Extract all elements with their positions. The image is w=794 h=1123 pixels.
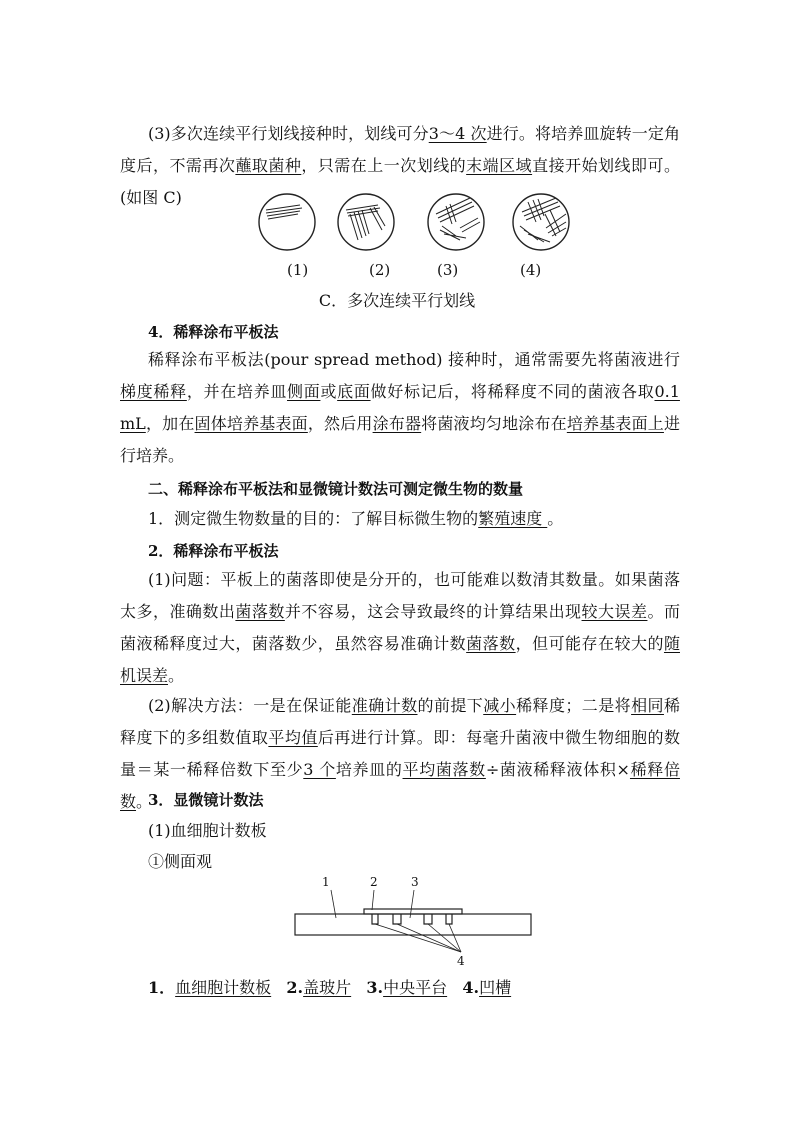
- groove-2: [393, 914, 401, 924]
- answer-blank: 末端区域: [466, 156, 533, 175]
- subheading-hemocytometer: (1)血细胞计数板: [148, 821, 267, 840]
- section-heading-spread-plate: 4．稀释涂布平板法: [148, 323, 279, 341]
- answer-blank: 固体培养基表面: [194, 414, 308, 433]
- diagram-label-3: 3: [411, 875, 419, 889]
- text: 的前提下: [417, 696, 484, 715]
- text: 做好标记后，将稀释度不同的菌液各取: [370, 382, 655, 401]
- legend-number: 4.: [462, 978, 480, 997]
- text: 并不容易，这会导致最终的计算结果出现: [284, 602, 582, 621]
- figure-caption: C．多次连续平行划线: [318, 291, 476, 310]
- answer-blank: 血细胞计数板: [175, 978, 272, 997]
- text: ÷菌液稀释液体积×: [485, 760, 630, 779]
- legend-number: 3.: [366, 978, 384, 997]
- legend-number: 2.: [286, 978, 304, 997]
- text: 。: [547, 509, 564, 528]
- subheading-side-view: ①侧面观: [148, 852, 213, 871]
- text: 将菌液均匀地涂布在: [421, 414, 567, 433]
- text: 直接开始划线即可。(如图 C): [120, 156, 680, 207]
- answer-blank: 中央平台: [383, 978, 448, 997]
- answer-blank: 蘸取菌种: [235, 156, 302, 175]
- text: 或: [320, 382, 338, 401]
- counting-board: [295, 914, 531, 935]
- text: ，然后用: [307, 414, 373, 433]
- answer-blank: 梯度稀释: [120, 382, 187, 401]
- text: 稀释度；二是将: [516, 696, 632, 715]
- answer-blank: 相同: [631, 696, 664, 715]
- answer-blank: 3～4 次: [428, 124, 487, 143]
- coverslip: [364, 909, 462, 914]
- answer-blank: 菌落数: [466, 634, 516, 653]
- text: 1．测定微生物数量的目的：了解目标微生物的: [148, 509, 479, 528]
- text: 后再进行计算。即：每毫升菌液中微生物细胞的数量＝某一稀释倍数下至少: [120, 728, 680, 779]
- answer-blank: 较大误差: [581, 602, 648, 621]
- answer-blank: 稀释倍数: [120, 760, 680, 811]
- text: 进行。将培养皿旋转一定角度后，不需再次: [120, 124, 680, 175]
- dish-label-2: (2): [369, 261, 391, 279]
- text: 培养皿的: [335, 760, 403, 779]
- text: 稀释涂布平板法(pour spread method) 接种时，通常需要先将菌液进行: [148, 350, 680, 369]
- answer-blank: 涂布器: [372, 414, 422, 433]
- text: (1)问题：平板上的菌落即使是分开的，也可能难以数清其数量。如果菌落太多，准确数出: [120, 570, 680, 621]
- item-3-heading: 3．显微镜计数法: [148, 791, 264, 809]
- legend-number: 1．: [148, 978, 176, 997]
- text: ，但可能存在较大的: [515, 634, 664, 653]
- text: 。: [168, 666, 185, 685]
- diagram-legend: [148, 975, 511, 998]
- answer-blank: 菌落数: [235, 602, 285, 621]
- text: ，并在培养皿: [186, 382, 288, 401]
- answer-blank: 0.1 mL: [120, 382, 680, 433]
- answer-blank: 平均菌落数: [402, 760, 486, 779]
- text: 进行培养。: [120, 414, 680, 465]
- dish-label-3: (3): [437, 261, 459, 279]
- text: ，只需在上一次划线的: [301, 156, 467, 175]
- text: 。而菌液稀释度过大，菌落数少，虽然容易准确计数: [120, 602, 680, 653]
- answer-blank: 底面: [337, 382, 371, 401]
- answer-blank: 培养基表面上: [566, 414, 664, 433]
- groove-4: [446, 914, 452, 924]
- groove-1: [372, 914, 378, 924]
- groove-3: [424, 914, 432, 924]
- dish-label-1: (1): [287, 261, 309, 279]
- text: (3)多次连续平行划线接种时，划线可分: [148, 124, 429, 143]
- answer-blank: 平均值: [268, 728, 318, 747]
- dish-label-4: (4): [520, 261, 542, 279]
- diagram-label-1: 1: [322, 875, 330, 889]
- answer-blank: 随机误差: [120, 634, 680, 685]
- answer-blank: 3 个: [303, 760, 336, 779]
- section-heading-2: 二、稀释涂布平板法和显微镜计数法可测定微生物的数量: [148, 480, 524, 498]
- answer-blank: 繁殖速度: [478, 509, 548, 528]
- diagram-label-4: 4: [457, 954, 465, 968]
- text: 。: [136, 792, 153, 811]
- text: ，加在: [145, 414, 195, 433]
- answer-blank: 准确计数: [351, 696, 418, 715]
- diagram-label-2: 2: [370, 875, 378, 889]
- answer-blank: 凹槽: [479, 978, 512, 997]
- text: 稀释度下的多组数值取: [120, 696, 680, 747]
- answer-blank: 减小: [483, 696, 517, 715]
- answer-blank: 盖玻片: [303, 978, 352, 997]
- answer-blank: 侧面: [287, 382, 321, 401]
- item-2-heading: 2．稀释涂布平板法: [148, 542, 279, 560]
- text: (2)解决方法：一是在保证能: [148, 696, 352, 715]
